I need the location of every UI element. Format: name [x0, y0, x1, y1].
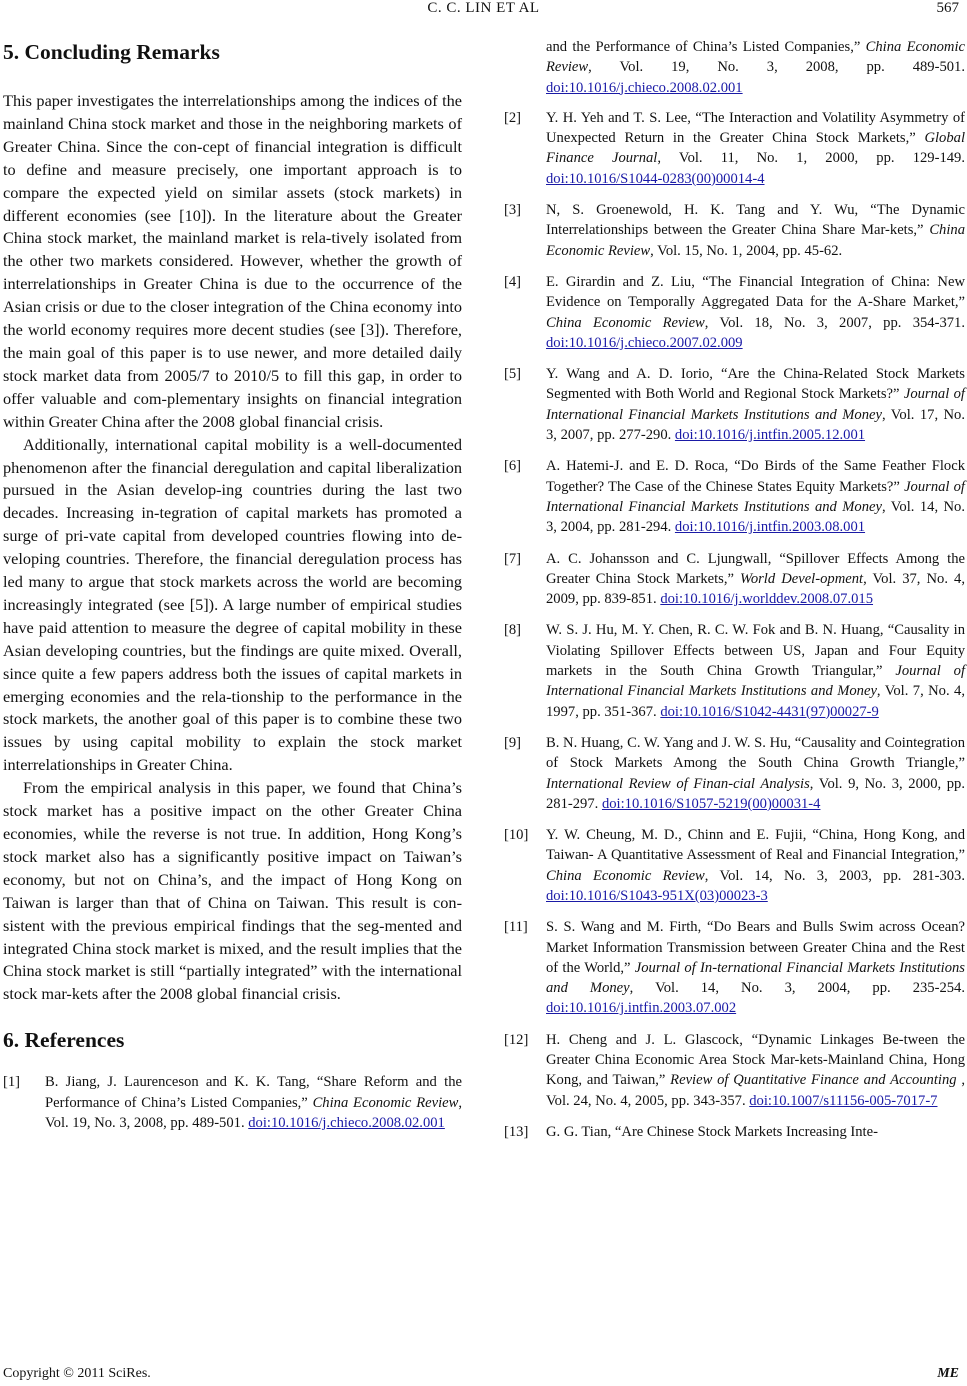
doi-link[interactable]: doi:10.1016/j.worlddev.2008.07.015 — [660, 591, 874, 608]
reference-authors-title: N, S. Groenewold, H. K. Tang and Y. Wu, “The Dynamic Interrelationships between the Greater China Share Mar-kets,” — [546, 202, 965, 239]
reference-item — [504, 825, 965, 906]
reference-number: [6] — [504, 458, 522, 475]
reference-authors-title: H. Cheng and J. L. Glascock, “Dynamic Linkages Be-tween the Greater China Economic Area Stock Mar-kets-Mainland China, Hong Kong, and Taiwan,” — [546, 1031, 965, 1089]
reference-journal: Journal of International Financial Markets Institutions and Money — [546, 478, 965, 515]
reference-text — [546, 458, 965, 535]
reference-details: , Vol. 9, No. 3, 2000, pp. 281-297. — [546, 775, 965, 812]
doi-link[interactable]: doi:10.1016/j.intfin.2005.12.001 — [674, 427, 866, 444]
reference-journal: Global Finance Journal — [546, 130, 965, 167]
reference-details: , Vol. 19, No. 3, 2008, pp. 489-501. — [45, 1094, 463, 1131]
reference-text — [546, 202, 965, 259]
reference-item — [504, 364, 965, 445]
reference-authors-title: W. S. J. Hu, M. Y. Chen, R. C. W. Fok and B. N. Huang, “Causality in Violating Spillover Effects between US, Japan and Four Equity markets in the South China Growth Triangular,” — [546, 622, 965, 680]
reference-number: [9] — [504, 734, 522, 751]
reference-details: , Vol. 14, No. 3, 2004, pp. 235-254. — [629, 980, 965, 997]
reference-details: , Vol. 15, No. 1, 2004, pp. 45-62. — [650, 242, 843, 259]
reference-authors-title: S. S. Wang and M. Firth, “Do Bears and Bulls Swim across Ocean? Market Information Transmission between Greater China and the Rest of the World,” — [546, 919, 965, 976]
doi-link[interactable]: doi:10.1016/S1057-5219(00)00031-4 — [601, 795, 821, 812]
reference-authors-title: Y. H. Yeh and T. S. Lee, “The Interaction and Volatility Asymmetry of Unexpected Return in the Greater China Stock Markets,” — [546, 109, 965, 147]
reference-item — [504, 200, 965, 261]
reference-journal: International Review of Finan-cial Analysis — [546, 775, 810, 792]
reference-number: [7] — [504, 550, 522, 567]
doi-link[interactable]: doi:10.1016/j.chieco.2008.02.001 — [546, 79, 743, 96]
reference-details: , Vol. 14, No. 3, 2003, pp. 281-303. — [704, 867, 965, 884]
doi-link[interactable]: doi:10.1016/j.intfin.2003.08.001 — [674, 519, 866, 536]
reference-continuation — [504, 37, 965, 98]
reference-number: [10] — [504, 827, 529, 844]
reference-authors-title: Y. W. Cheung, M. D., Chinn and E. Fujii, “China, Hong Kong, and Taiwan- A Quantitative Assessment of Real and Financial Integration,” — [546, 827, 965, 864]
paragraph-2: Additionally, international capital mobility is a well-documented phenomenon after the financial deregulation and capital liberalization pursued in the Asian develop-ing countries during the last two decades. Increasing in-tegration of capital markets has promoted a surge of pri-vate capital from developed countries flowing into de-veloping countries. Therefore, the financial deregulation process has led many to argue that stock markets across the world are becoming increasingly integrated (see [5]). A large number of empirical studies have paid attention to measure the degree of capital mobility in these Asian developing countries, but the findings are quite mixed. Overall, since quite a few papers address both the issues of capital markets in emerging economies and the rela-tionship to the performance in the stock markets, the another goal of this paper is to combine these two issues by using capital mobility to explain the stock market interrelationships in Greater China. — [3, 434, 462, 775]
reference-item — [504, 108, 965, 189]
reference-text — [546, 274, 965, 351]
reference-authors-title: E. Girardin and Z. Liu, “The Financial Integration of China: New Evidence on Temporally Aggregated Data for the A-Share Market,” — [546, 273, 965, 311]
reference-journal: China Economic Review — [546, 314, 705, 331]
reference-list-right — [504, 37, 965, 1142]
section-heading-concluding-remarks: 5. Concluding Remarks — [3, 40, 220, 64]
reference-text — [45, 1074, 462, 1131]
reference-details: , Vol. 17, No. 3, 2007, pp. 277-290. — [546, 406, 965, 444]
reference-item — [504, 733, 965, 814]
reference-authors-title: B. N. Huang, C. W. Yang and J. W. S. Hu, “Causality and Cointegration of Stock Markets Among the South China Growth Triangle,” — [546, 734, 965, 772]
reference-details: , Vol. 14, No. 3, 2004, pp. 281-294. — [546, 498, 965, 536]
reference-item — [504, 272, 965, 353]
reference-item — [504, 620, 965, 721]
reference-authors-title: B. Jiang, J. Laurenceson and K. K. Tang, “Share Reform and the Performance of China’s Listed Companies,” — [45, 1074, 462, 1111]
reference-journal: China Economic Review — [546, 39, 965, 76]
doi-link[interactable]: doi:10.1016/j.chieco.2008.02.001 — [248, 1114, 445, 1131]
running-head — [0, 0, 967, 22]
page-number: 567 — [936, 0, 959, 16]
reference-text — [546, 919, 965, 1016]
reference-number: [12] — [504, 1031, 529, 1048]
reference-number: [5] — [504, 366, 522, 383]
reference-authors-title: A. C. Johansson and C. Ljungwall, “Spillover Effects Among the Greater China Stock Markets,” — [546, 550, 965, 587]
right-column — [504, 37, 965, 1153]
reference-number: [2] — [504, 109, 522, 126]
reference-details: , Vol. 24, No. 4, 2005, pp. 343-357. — [546, 1072, 965, 1109]
reference-number: [13] — [504, 1123, 529, 1140]
reference-text — [546, 551, 965, 608]
paragraph-3: From the empirical analysis in this paper, we found that China’s stock market has a positive impact on the other Greater China economies, while the reverse is not true. In addition, Hong Kong’s stock market also has a significantly positive impact on Taiwan’s economy, but not on China’s, and the impact of Hong Kong on Taiwan is larger than that of China on Taiwan. This result is con-sistent with the previous empirical findings that the seg-mented and integrated China stock market is mixed, and the result implies that the China stock market is still “partially integrated” with the international stock mar-kets after the 2008 global financial crisis. — [3, 778, 462, 1004]
reference-details: , Vol. 7, No. 4, 1997, pp. 351-367. — [546, 683, 965, 720]
reference-number: [3] — [504, 202, 522, 219]
reference-text — [546, 827, 965, 904]
doi-link[interactable]: doi:10.1016/j.intfin.2003.07.002 — [546, 1000, 737, 1017]
reference-text — [546, 1032, 965, 1109]
reference-details: , Vol. 18, No. 3, 2007, pp. 354-371. — [704, 314, 965, 331]
running-title: C. C. LIN ET AL — [427, 0, 540, 16]
doi-link[interactable]: doi:10.1016/S1044-0283(00)00014-4 — [546, 170, 765, 187]
reference-item — [3, 1072, 462, 1133]
doi-link[interactable]: doi:10.1016/j.chieco.2007.02.009 — [546, 334, 743, 351]
reference-details: , Vol. 19, No. 3, 2008, pp. 489-501. — [588, 59, 965, 76]
reference-details: , Vol. 11, No. 1, 2000, pp. 129-149. — [657, 150, 965, 167]
reference-journal: World Devel-opment — [740, 570, 864, 587]
reference-journal: Journal of In-ternational Financial Markets Institutions and Money — [546, 959, 965, 997]
reference-text — [546, 110, 965, 187]
left-column — [3, 38, 463, 1131]
journal-abbreviation: ME — [937, 1366, 959, 1381]
reference-text — [546, 735, 965, 812]
reference-details: , Vol. 37, No. 4, 2009, pp. 839-851. — [546, 570, 965, 608]
doi-link[interactable]: doi:10.1016/S1042-4431(97)00027-9 — [660, 703, 879, 720]
reference-text — [546, 622, 965, 719]
reference-item — [504, 1122, 965, 1142]
reference-text — [546, 1124, 878, 1140]
reference-journal: China Economic Review — [312, 1094, 459, 1111]
reference-journal: China Economic Review — [546, 222, 965, 259]
reference-item — [504, 456, 965, 537]
reference-authors-title: Y. Wang and A. D. Iorio, “Are the China-Related Stock Markets Segmented with Both World and Regional Stock Markets?” — [546, 366, 965, 403]
reference-number: [11] — [504, 919, 528, 936]
doi-link[interactable]: doi:10.1016/S1043-951X(03)00023-3 — [546, 887, 768, 904]
reference-authors-title: A. Hatemi-J. and E. D. Roca, “Do Birds of the Same Feather Flock Together? The Case of the Chinese States Equity Markets?” — [546, 458, 965, 495]
reference-continued-text: and the Performance of China’s Listed Companies,” — [546, 39, 866, 55]
reference-number: [4] — [504, 273, 522, 290]
reference-item — [504, 549, 965, 610]
reference-journal: Journal of International Financial Markets Institutions and Money — [546, 663, 966, 700]
copyright-notice: Copyright © 2011 SciRes. — [3, 1366, 151, 1381]
reference-journal: China Economic Review — [546, 867, 705, 884]
reference-number: [8] — [504, 622, 522, 639]
reference-text — [546, 366, 965, 443]
reference-journal: Review of Quantitative Finance and Accounting — [670, 1072, 957, 1089]
reference-authors-title: G. G. Tian, “Are Chinese Stock Markets Increasing Inte- — [546, 1123, 878, 1140]
reference-number: [1] — [3, 1074, 21, 1091]
reference-journal: Journal of International Financial Markets Institutions and Money — [546, 386, 965, 423]
reference-item — [504, 917, 965, 1018]
doi-link[interactable]: doi:10.1007/s11156-005-7017-7 — [749, 1092, 938, 1109]
reference-item — [504, 1030, 965, 1111]
paragraph-1: This paper investigates the interrelationships among the indices of the mainland China stock market and those in the neighboring markets of Greater China. Since the con-cept of financial integration is difficult to define and measure precisely, one important approach is to compare the expected yield on similar assets (stock markets) in different economies (see [10]). In the literature about the Greater China stock market, the mainland market is rela-tively isolated from the other two markets considered. However, whether the growth of interrelationships in Greater China is due to the occurrence of the Asian crisis or due to the closer integration of the China economy into the world economy requires more decent studies (see [3]). Therefore, the main goal of this paper is to use newer, and more detailed daily stock market data from 2005/7 to 2010/5 to fill this gap, in order to offer valuable and com-plementary insights on financial integration within Greater China after the 2008 global financial crisis. — [3, 91, 462, 431]
reference-list-left — [3, 1072, 463, 1131]
section-heading-references: 6. References — [3, 1028, 125, 1053]
